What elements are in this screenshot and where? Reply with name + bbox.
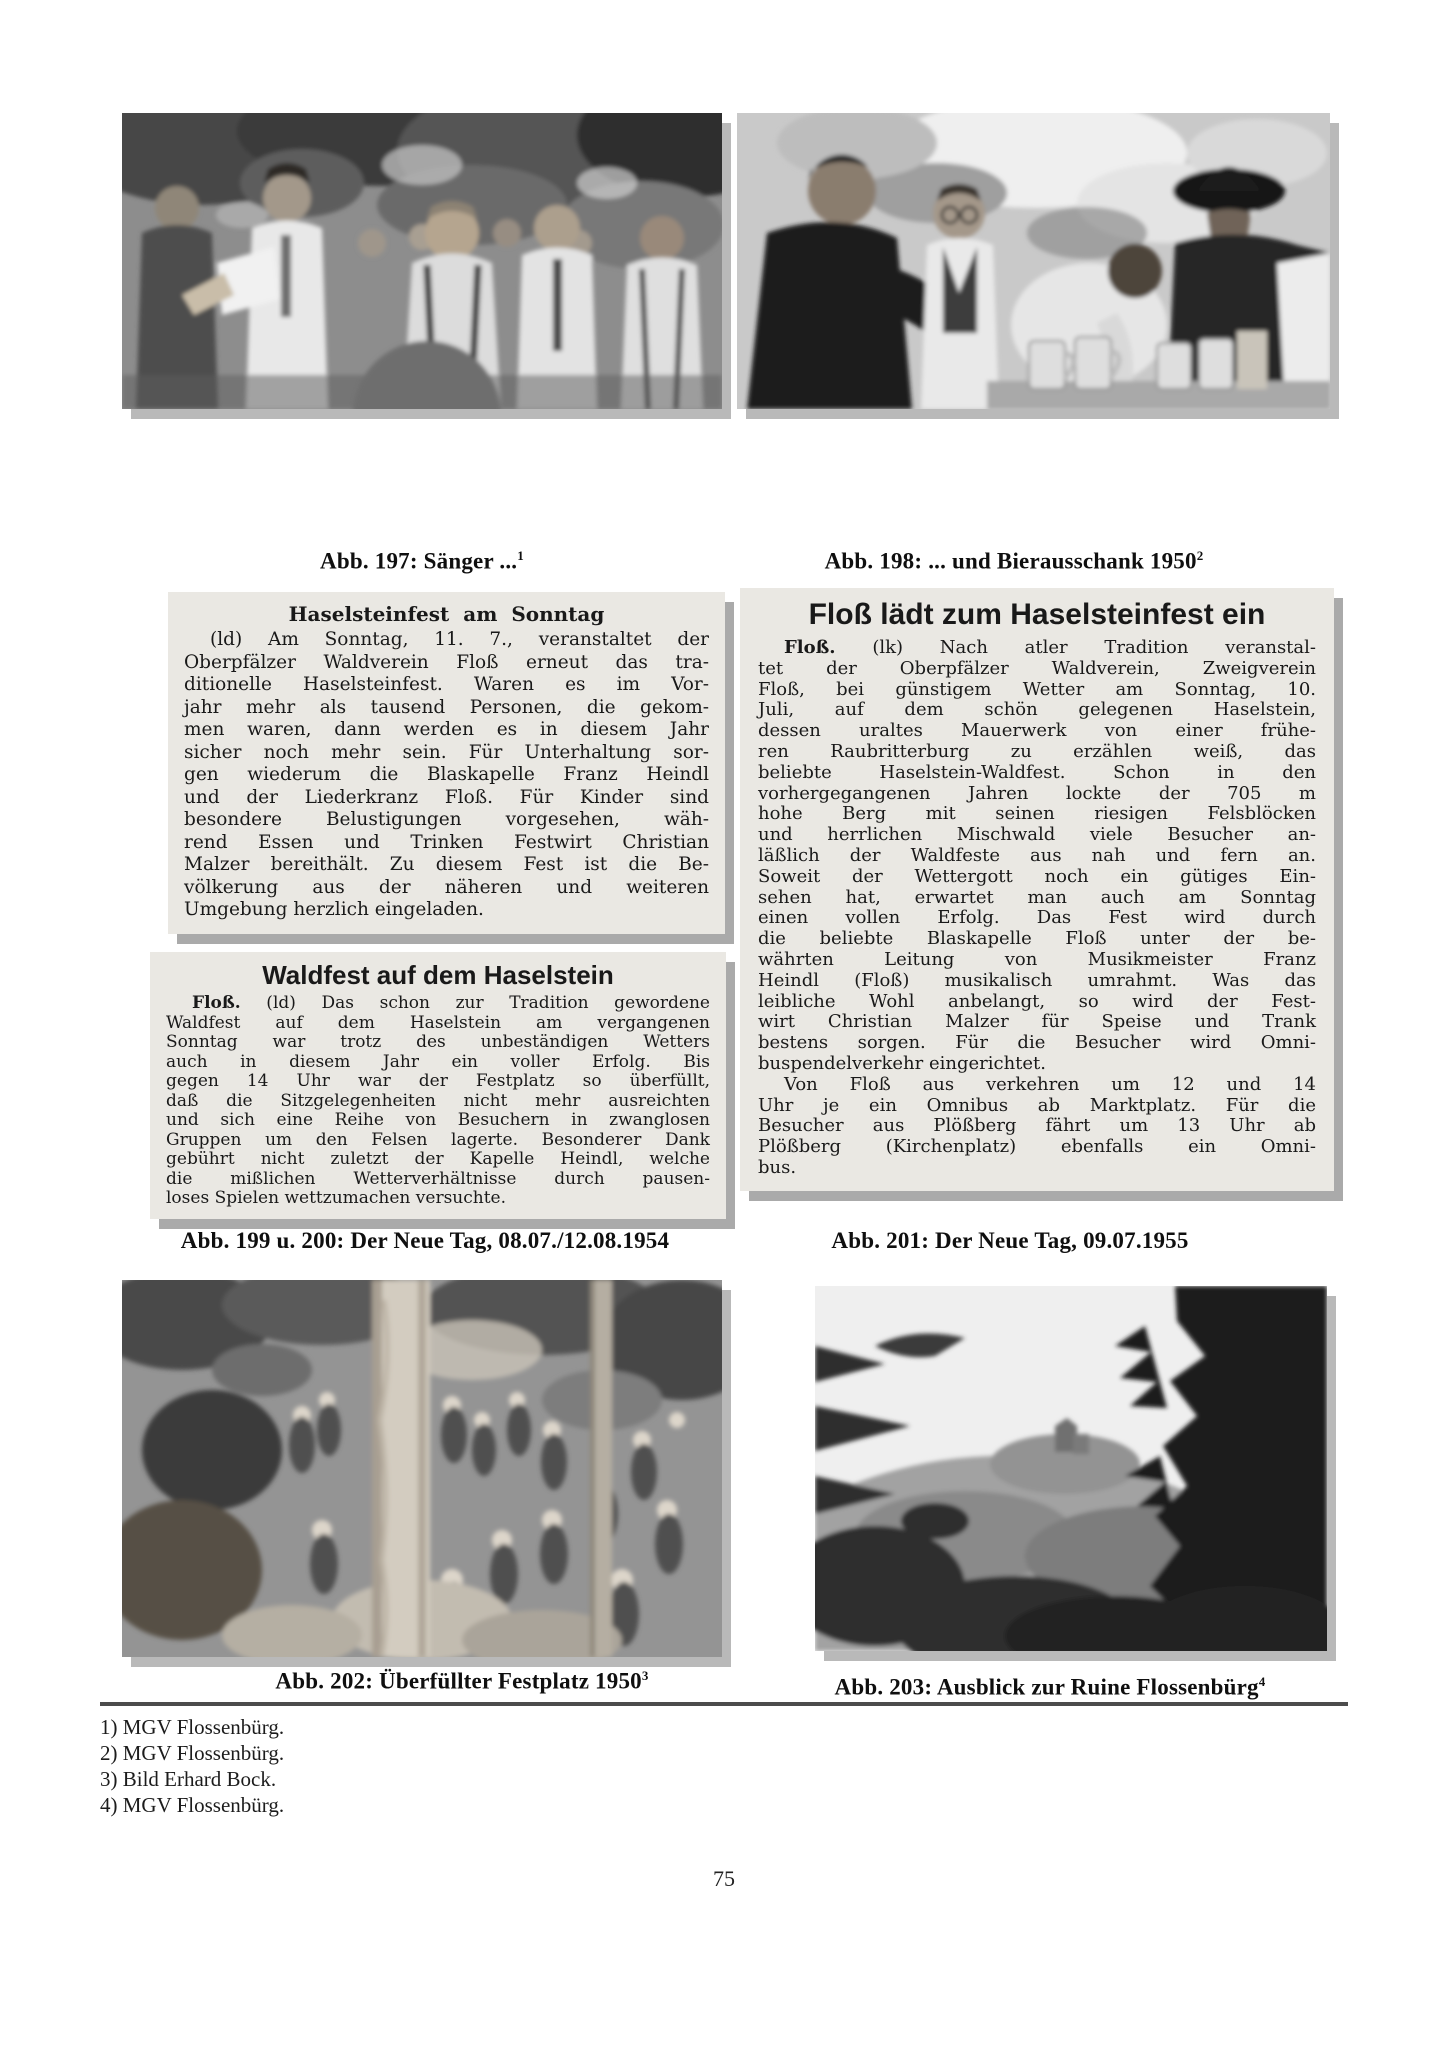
- caption-text: Abb. 197: Sänger ...: [320, 548, 518, 574]
- photo-crowded-festplatz: [122, 1280, 722, 1657]
- news-line: Soweit der Wettergott noch ein gütiges Ein-: [758, 865, 1316, 887]
- footnote-ref-2: 2: [1196, 548, 1204, 563]
- photo-ruin-view-image: [815, 1286, 1327, 1651]
- news-line: wirt Christian Malzer für Speise und Trank: [758, 1011, 1316, 1033]
- news-line: und der Liederkranz Floß. Für Kinder sind: [184, 786, 709, 808]
- caption-text: Abb. 199 u. 200: Der Neue Tag, 08.07./12.08.1954: [180, 1228, 670, 1253]
- photo-singers-crowd-image: [122, 113, 722, 409]
- news-line: sicher noch mehr sein. Für Unterhaltung sor-: [184, 741, 709, 763]
- photo-beer-serving-image: [737, 113, 1330, 409]
- news-line: (ld) Am Sonntag, 11. 7., veranstaltet der: [210, 629, 709, 650]
- news-line: die beliebte Blaskapelle Floß unter der be-: [758, 928, 1316, 950]
- caption-fig198: [724, 548, 1304, 575]
- clipping-title: Waldfest auf dem Haselstein: [262, 960, 614, 990]
- footnote-ref-4: 4: [1258, 1674, 1266, 1689]
- news-line: jahr mehr als tausend Personen, die gekom-: [184, 696, 709, 718]
- clipping-body: [758, 638, 1316, 1179]
- news-line: Floß. (ld) Das schon zur Tradition gewordene: [192, 993, 710, 1013]
- news-line: ditionelle Haselsteinfest. Waren es im Vor-: [184, 674, 709, 695]
- caption-text: Abb. 198: ... und Bierausschank 1950: [824, 548, 1197, 574]
- photo-ruin-view: [815, 1286, 1327, 1651]
- photo-crowded-festplatz-image: [122, 1280, 722, 1657]
- news-line: besondere Belustigungen vorgesehen, wäh-: [184, 809, 709, 830]
- news-line: Waldfest auf dem Haselstein am vergangenen: [166, 1012, 710, 1033]
- footnote-divider: [100, 1702, 1348, 1706]
- clipping-body: [184, 629, 709, 922]
- footnotes: [100, 1714, 284, 1818]
- news-line: läßlich der Waldfeste aus nah und fern an.: [758, 844, 1316, 866]
- page-number: 75: [713, 1866, 735, 1891]
- news-line: Floß, bei günstigem Wetter am Sonntag, 10.: [758, 678, 1316, 700]
- news-line: Oberpfälzer Waldverein Floß erneut das tra-: [184, 651, 709, 673]
- news-line: Besucher aus Plößberg fährt um 13 Uhr ab: [758, 1115, 1316, 1137]
- news-line: gen wiederum die Blaskapelle Franz Heindl: [184, 764, 709, 785]
- clipping-waldfest-auf-dem-haselstein: [150, 952, 726, 1219]
- footnote: 3) Bild Erhard Bock.: [100, 1767, 277, 1791]
- news-line: leibliche Wohl anbelangt, so wird der Fest-: [758, 990, 1316, 1012]
- caption-text: Abb. 201: Der Neue Tag, 09.07.1955: [831, 1228, 1189, 1253]
- news-line: Gruppen um den Felsen lagerte. Besonderer Dank: [166, 1129, 710, 1150]
- news-line: hohe Berg mit seinen riesigen Felsblöcken: [758, 803, 1316, 825]
- news-line: Umgebung herzlich eingeladen.: [184, 899, 484, 920]
- news-line: Juli, auf dem schön gelegenen Haselstein,: [758, 699, 1316, 721]
- news-line: loses Spielen wettzumachen versuchte.: [166, 1188, 507, 1208]
- news-line: sehen hat, erwartet man auch am Sonntag: [758, 886, 1316, 908]
- photo-beer-serving: [737, 113, 1330, 409]
- news-line: völkerung aus der näheren und weiteren: [184, 876, 709, 898]
- news-line: gebührt nicht zuletzt der Kapelle Heindl, welche: [166, 1149, 710, 1169]
- news-line: Uhr je ein Omnibus ab Marktplatz. Für die: [758, 1094, 1316, 1116]
- clipping-title: Haselsteinfest am Sonntag: [288, 602, 605, 626]
- news-line: beliebte Haselstein-Waldfest. Schon in den: [758, 761, 1316, 783]
- news-line: Malzer bereithält. Zu diesem Fest ist die Be-: [184, 854, 709, 875]
- news-line: auch in diesem Jahr ein voller Erfolg. Bis: [166, 1051, 710, 1072]
- caption-fig199-200: [100, 1228, 750, 1254]
- news-line: Heindl (Floß) musikalisch umrahmt. Was das: [758, 969, 1316, 991]
- news-line: und herrlichen Mischwald viele Besucher an-: [758, 824, 1316, 846]
- news-line: men waren, dann werden es in diesem Jahr: [184, 719, 709, 740]
- news-line: vorhergegangenen Jahren lockte der 705 m: [758, 782, 1316, 804]
- news-line: Sonntag war trotz des unbeständigen Wetters: [166, 1032, 710, 1052]
- caption-fig203: [790, 1674, 1310, 1701]
- news-line: und sich eine Reihe von Besuchern in zwanglosen: [166, 1110, 710, 1130]
- news-line: einen vollen Erfolg. Das Fest wird durch: [758, 907, 1316, 929]
- clipping-body: [166, 994, 710, 1209]
- news-line: Von Floß aus verkehren um 12 und 14: [784, 1073, 1316, 1095]
- news-line: daß die Sitzgelegenheiten nicht mehr ausreichten: [166, 1090, 710, 1111]
- news-line: Plößberg (Kirchenplatz) ebenfalls ein Omni-: [758, 1136, 1316, 1158]
- photo-singers-crowd: [122, 113, 722, 409]
- caption-fig201: [730, 1228, 1290, 1254]
- caption-text: Abb. 203: Ausblick zur Ruine Flossenbürg: [834, 1674, 1259, 1700]
- footnote: 4) MGV Flossenbürg.: [100, 1793, 285, 1817]
- news-line: bus.: [758, 1156, 797, 1178]
- clipping-floss-laedt-zum-haselsteinfest-ein: [740, 588, 1334, 1191]
- footnote: 2) MGV Flossenbürg.: [100, 1741, 285, 1765]
- clipping-title: Floß lädt zum Haselsteinfest ein: [808, 598, 1266, 631]
- clipping-haselsteinfest-am-sonntag: [168, 592, 725, 934]
- news-line: währten Leitung von Musikmeister Franz: [758, 948, 1316, 970]
- news-line: tet der Oberpfälzer Waldverein, Zweigverein: [758, 657, 1316, 679]
- news-line: bestens sorgen. Für die Besucher wird Omni-: [758, 1032, 1316, 1054]
- news-line: gegen 14 Uhr war der Festplatz so überfüllt,: [166, 1071, 710, 1091]
- footnote-ref-1: 1: [517, 548, 524, 563]
- caption-text: Abb. 202: Überfüllter Festplatz 1950: [275, 1668, 642, 1694]
- news-line: dessen uraltes Mauerwerk von einer frühe-: [758, 720, 1316, 742]
- news-line: Floß. (lk) Nach atler Tradition veranstal-: [784, 637, 1316, 658]
- footnote-ref-3: 3: [641, 1668, 649, 1683]
- news-line: rend Essen und Trinken Festwirt Christian: [184, 831, 709, 853]
- caption-fig197: [122, 548, 722, 575]
- footnote: 1) MGV Flossenbürg.: [100, 1715, 285, 1739]
- news-line: die mißlichen Wetterverhältnisse durch pausen-: [166, 1168, 710, 1189]
- news-line: buspendelverkehr eingerichtet.: [758, 1052, 1047, 1074]
- news-line: ren Raubritterburg zu erzählen weiß, das: [758, 740, 1316, 762]
- caption-fig202: [132, 1668, 792, 1695]
